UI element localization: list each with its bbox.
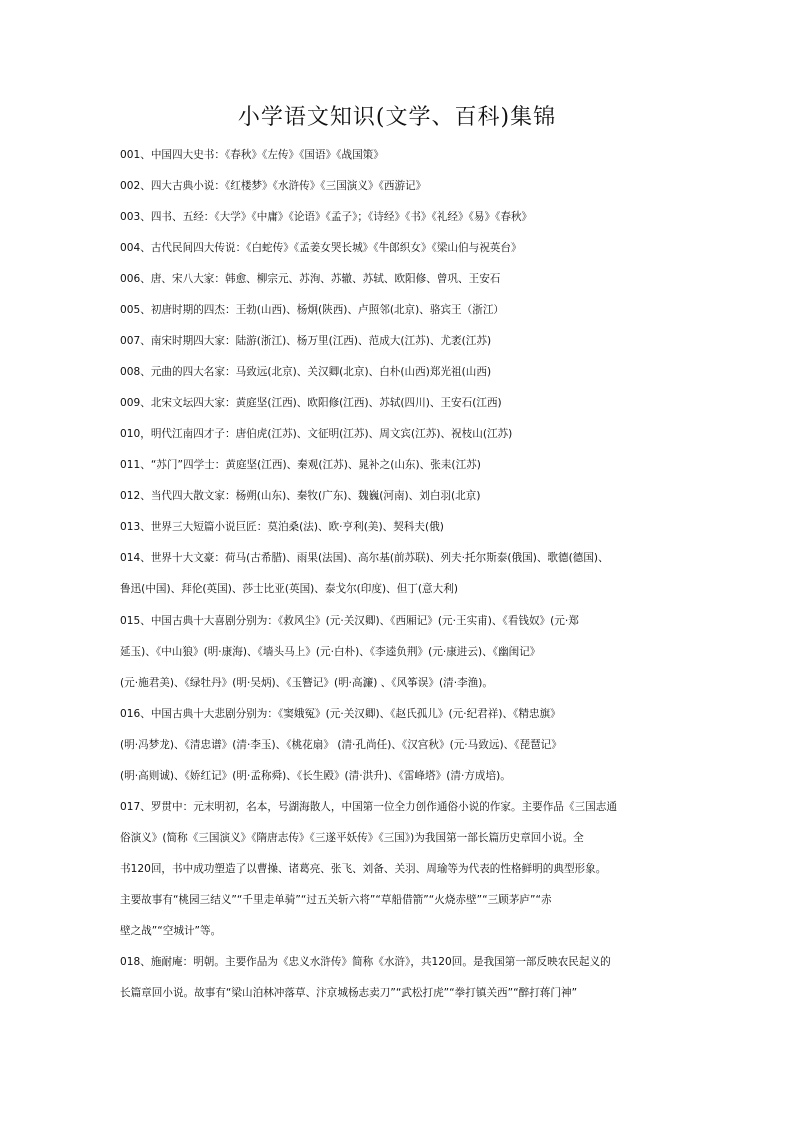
text-line: 006、唐、宋八大家：韩愈、柳宗元、苏洵、苏辙、苏轼、欧阳修、曾巩、王安石	[120, 273, 501, 285]
text-line: 010，明代江南四才子：唐伯虎(江苏)、文征明(江苏)、周文宾(江苏)、祝枝山(江苏)	[120, 428, 513, 440]
text-line: 002、四大古典小说：《红楼梦》《水浒传》《三国演义》《西游记》	[120, 180, 427, 192]
text-line: 005、初唐时期的四杰：王勃(山西)、杨炯(陕西)、卢照邻(北京)、骆宾王（浙江）	[120, 304, 505, 316]
text-line: 007、南宋时期四大家：陆游(浙江)、杨万里(江西)、范成大(江苏)、尤袤(江苏)	[120, 335, 492, 347]
text-line: 主要故事有“桃园三结义”“千里走单骑”“过五关斩六将”“草船借箭”“火烧赤壁”“三顾茅庐”“赤	[120, 894, 552, 906]
text-line: 001、中国四大史书：《春秋》《左传》《国语》《战国策》	[120, 149, 384, 161]
text-line: 书120回，书中成功塑造了以曹操、诸葛亮、张飞、刘备、关羽、周瑜等为代表的性格鲜明的典型形象。	[120, 863, 607, 875]
text-line: 011、“苏门”四学士：黄庭坚(江西)、秦观(江苏)、晁补之(山东)、张耒(江苏)	[120, 459, 481, 471]
text-line: 015、中国古典十大喜剧分别为：《救风尘》(元·关汉卿)、《西厢记》(元·王实甫)、《看钱奴》(元·郑	[120, 615, 579, 627]
text-line: 008、元曲的四大名家：马致远(北京)、关汉卿(北京)、白朴(山西)郑光祖(山西)	[120, 366, 492, 378]
text-line: 013、世界三大短篇小说巨匠：莫泊桑(法)、欧·亨利(美)、契科夫(俄)	[120, 521, 444, 533]
text-line: 009、北宋文坛四大家：黄庭坚(江西)、欧阳修(江西)、苏轼(四川)、王安石(江西)	[120, 397, 502, 409]
text-line: 012、当代四大散文家：杨朔(山东)、秦牧(广东)、魏巍(河南)、刘白羽(北京)	[120, 490, 481, 502]
text-line: 017、罗贯中：元末明初，名本，号湖海散人，中国第一位全力创作通俗小说的作家。主要作品《三国志通	[120, 801, 617, 813]
page-title: 小学语文知识(文学、百科)集锦	[237, 105, 557, 130]
text-line: 014、世界十大文豪：荷马(古希腊)、雨果(法国)、高尔基(前苏联)、列夫·托尔斯泰(俄国)、歌德(德国)、	[120, 552, 609, 564]
text-line: 004、古代民间四大传说：《白蛇传》《孟姜女哭长城》《牛郎织女》《梁山伯与祝英台》	[120, 242, 522, 254]
text-line: 鲁迅(中国)、拜伦(英国)、莎士比亚(英国)、泰戈尔(印度)、但丁(意大利)	[120, 583, 458, 595]
text-line: 延玉)、《中山狼》(明·康海)、《墙头马上》(元·白朴)、《李逵负荆》(元·康进云)、《幽闺记》	[120, 646, 541, 658]
text-line: (元·施君美)、《绿牡丹》(明·吴炳)、《玉簪记》(明·高濂) 、《风筝误》(清·李渔)。	[120, 677, 493, 689]
text-line: 长篇章回小说。故事有“梁山泊林冲落草、汴京城杨志卖刀”“武松打虎”“拳打镇关西”“醉打蒋门神”	[120, 987, 578, 999]
text-line: 俗演义》(简称《三国演义》《隋唐志传》《三遂平妖传》《三国》)为我国第一部长篇历史章回小说。全	[120, 832, 584, 844]
text-line: 018、施耐庵：明朝。主要作品为《忠义水浒传》简称《水浒》，共120回。是我国第一部反映农民起义的	[120, 956, 611, 968]
text-line: 003、四书、五经：《大学》《中庸》《论语》《孟子》；《诗经》《书》《礼经》《易》《春秋》	[120, 211, 533, 223]
text-line: (明·冯梦龙)、《清忠谱》(清·李玉)、《桃花扇》 (清·孔尚任)、《汉宫秋》(元·马致远)、《琵琶记》	[120, 739, 562, 751]
text-line: (明·高则诚)、《娇红记》(明·孟称舜)、《长生殿》(清·洪升)、《雷峰塔》(清·方成培)。	[120, 770, 511, 782]
text-line: 壁之战”“空城计”等。	[120, 925, 222, 937]
text-line: 016、中国古典十大悲剧分别为：《窦娥冤》(元·关汉卿)、《赵氏孤儿》(元·纪君祥)、《精忠旗》	[120, 708, 561, 720]
